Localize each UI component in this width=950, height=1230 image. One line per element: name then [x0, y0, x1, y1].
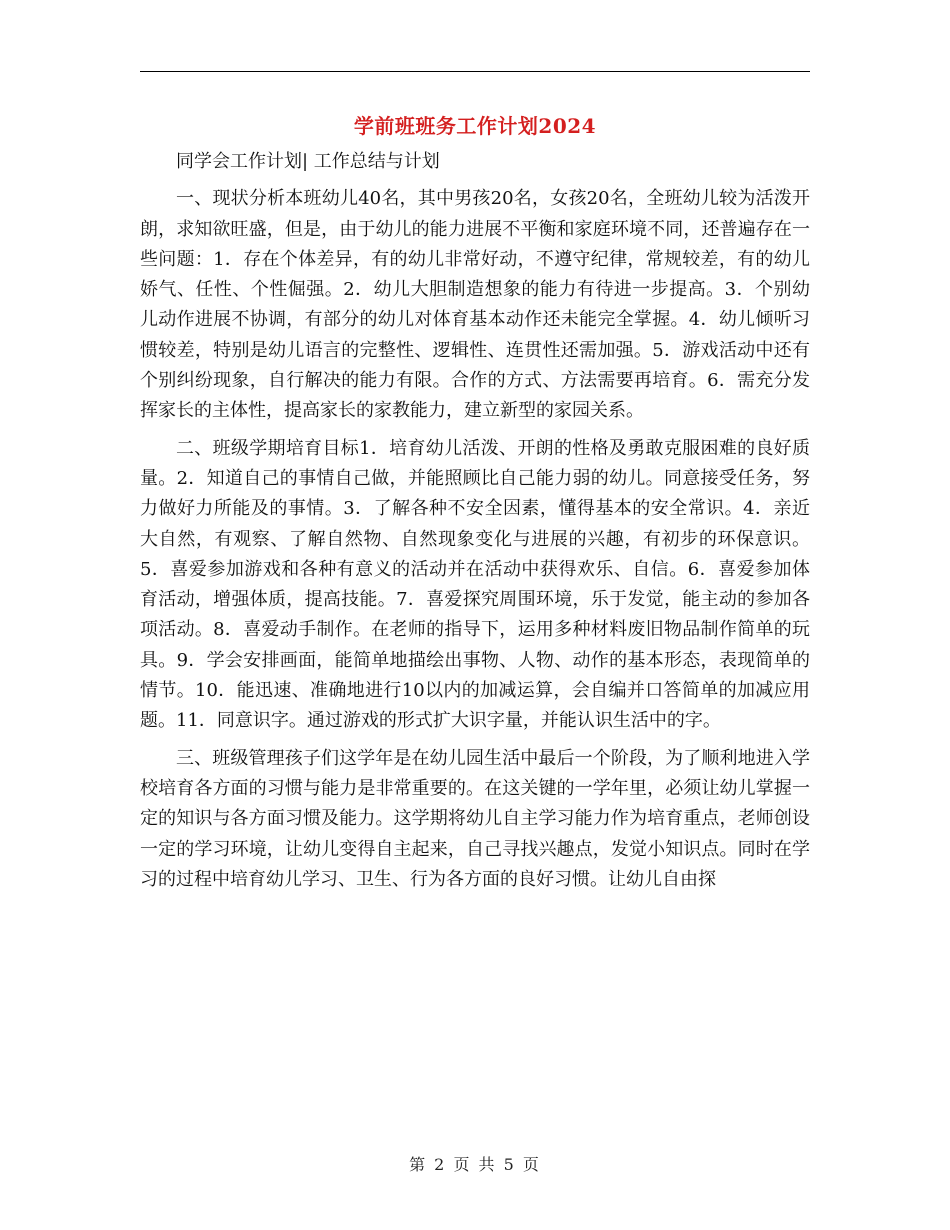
paragraph-section-3: 三、班级管理孩子们这学年是在幼儿园生活中最后一个阶段，为了顺利地进入学校培育各方面的习惯与能力是非常重要的。在这关键的一学年里，必须让幼儿掌握一定的知识与各方面习惯及能力。这学期将幼儿自主学习能力作为培育重点，老师创设一定的学习环境，让幼儿变得自主起来，自己寻找兴趣点，发觉小知识点。同时在学习的过程中培育幼儿学习、卫生、行为各方面的良好习惯。让幼儿自由探: [140, 747, 810, 890]
header-rule: [140, 71, 810, 72]
paragraph-section-2: 二、班级学期培育目标1．培育幼儿活泼、开朗的性格及勇敢克服困难的良好质量。2．知道自己的事情自己做，并能照顾比自己能力弱的幼儿。同意接受任务，努力做好力所能及的事情。3．了解各种不安全因素，懂得基本的安全常识。4．亲近大自然，有观察、了解自然物、自然现象变化与进展的兴趣，有初步的环保意识。5．喜爱参加游戏和各种有意义的活动并在活动中获得欢乐、自信。6．喜爱参加体育活动，增强体质，提高技能。7．喜爱探究周围环境，乐于发觉，能主动的参加各项活动。8．喜爱动手制作。在老师的指导下，运用多种材料废旧物品制作简单的玩具。9．学会安排画面，能简单地描绘出事物、人物、动作的基本形态，表现简单的情节。10．能迅速、准确地进行10以内的加减运算，会自编并口答简单的加减应用题。11．同意识字。通过游戏的形式扩大识字量，并能认识生活中的字。: [140, 437, 810, 732]
paragraph-subheading: 同学会工作计划| 工作总结与计划: [176, 151, 440, 172]
document-title: 学前班班务工作计划2024: [353, 114, 597, 138]
page-number-footer: 第 2 页 共 5 页: [409, 1155, 541, 1174]
document-body: [140, 147, 810, 895]
paragraph-section-1: 一、现状分析本班幼儿40名，其中男孩20名，女孩20名，全班幼儿较为活泼开朗，求知欲旺盛，但是，由于幼儿的能力进展不平衡和家庭环境不同，还普遍存在一些问题：1．存在个体差异，有的幼儿非常好动，不遵守纪律，常规较差，有的幼儿娇气、任性、个性倔强。2．幼儿大胆制造想象的能力有待进一步提高。3．个别幼儿动作进展不协调，有部分的幼儿对体育基本动作还未能完全掌握。4．幼儿倾听习惯较差，特别是幼儿语言的完整性、逻辑性、连贯性还需加强。5．游戏活动中还有个别纠纷现象，自行解决的能力有限。合作的方式、方法需要再培育。6．需充分发挥家长的主体性，提高家长的家教能力，建立新型的家园关系。: [140, 188, 810, 422]
